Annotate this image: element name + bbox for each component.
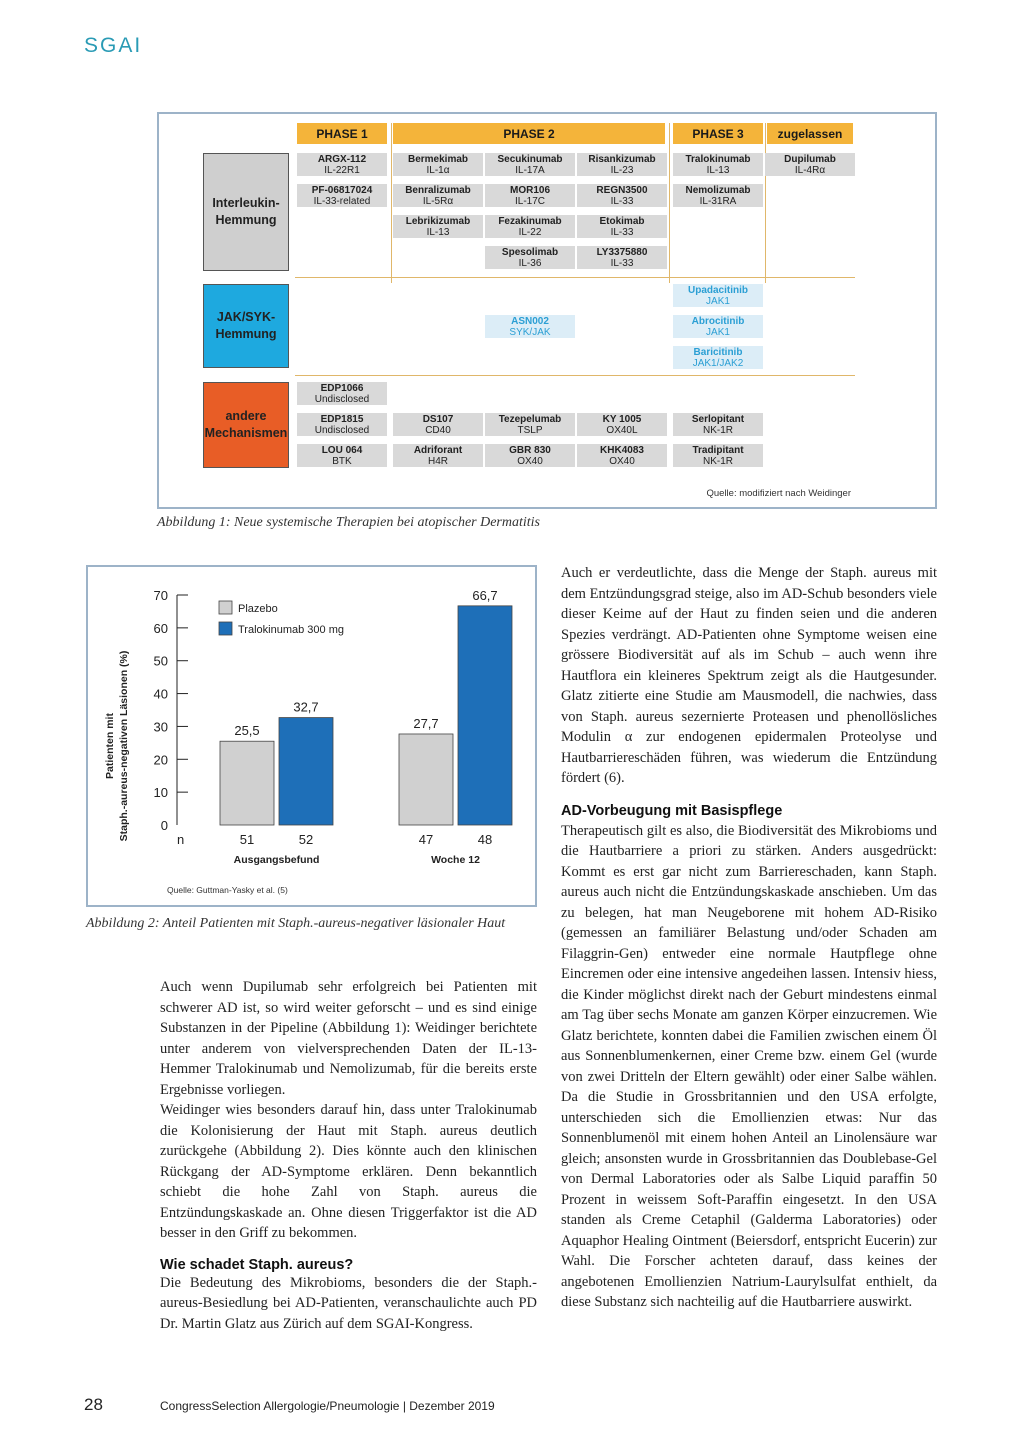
chart-source: Quelle: Guttman-Yasky et al. (5) [167,885,288,895]
left-column [160,977,537,1334]
row-divider [295,375,855,376]
drug-box: EDP1815 Undisclosed [297,413,387,436]
drug-box: Dupilumab IL-4Rα [765,153,855,176]
drug-box: Abrocitinib JAK1 [673,315,763,338]
drug-box: Tradipitant NK-1R [673,444,763,467]
legend-swatch [219,601,232,614]
phase-divider [391,123,392,283]
category-interleukin: Interleukin- Hemmung [203,153,289,271]
figure-1-caption: Abbildung 1: Neue systemische Therapien bei atopischer Dermatitis [157,515,540,530]
legend-label: Plazebo [238,603,278,615]
bar-value-label: 25,5 [234,723,260,739]
y-tick-label: 20 [153,752,168,768]
n-value-label: 51 [239,832,255,847]
drug-box: ASN002 SYK/JAK [485,315,575,338]
bar [279,718,333,825]
drug-box: Nemolizumab IL-31RA [673,184,763,207]
drug-box: Serlopitant NK-1R [673,413,763,436]
drug-box: LY3375880 IL-33 [577,246,667,269]
drug-box: PF-06817024 IL-33-related [297,184,387,207]
drug-box: KHK4083 OX40 [577,444,667,467]
phase-2-header: PHASE 2 [393,123,665,144]
figure-1 [157,112,937,509]
n-label: n [177,832,185,847]
drug-box: Secukinumab IL-17A [485,153,575,176]
drug-box: Tezepelumab TSLP [485,413,575,436]
drug-box: DS107 CD40 [393,413,483,436]
drug-box: Baricitinib JAK1/JAK2 [673,346,763,369]
drug-box: Benralizumab IL-5Rα [393,184,483,207]
bar [458,606,512,825]
phase-divider [669,123,670,283]
paragraph: Auch er verdeutlichte, dass die Menge der Staph. aureus mit dem Entzündungsgrad steige, also im AD-Schub besonders viele dieser Keime auf der Haut zu finden seien und die anderen Spezies verdrängt. AD-Patienten ohne Symptome weisen eine grössere Biodiversität auf als im Schub – auch wenn ihre Hautflora ein kleineres Spektrum zeigt als die Hautgesunder. Glatz zitierte eine Studie am Mausmodell, die nachwies, dass von Staph. aureus sezernierte Proteasen und phenollösliches Modulin α zur endogenen epidermalen Proteolyse und Hautbarriereschäden führen, was wiederum die Entzündung fördert (6). [561,565,937,786]
drug-box: GBR 830 OX40 [485,444,575,467]
y-tick-label: 70 [153,588,168,603]
y-axis-label: Patienten mit [104,713,116,779]
section-heading: Wie schadet Staph. aureus? [160,1256,354,1273]
drug-box: Risankizumab IL-23 [577,153,667,176]
drug-box: KY 1005 OX40L [577,413,667,436]
figure-2-caption: Abbildung 2: Anteil Patienten mit Staph.-aureus-negativer läsionaler Haut [86,916,506,931]
drug-box: REGN3500 IL-33 [577,184,667,207]
section-heading: AD-Vorbeugung mit Basispflege [561,802,783,819]
page-number: 28 [84,1395,103,1414]
journal-logo: SGAI [84,34,143,57]
legend-swatch [219,622,232,635]
bar-value-label: 27,7 [413,715,439,731]
drug-box: MOR106 IL-17C [485,184,575,207]
drug-box: Spesolimab IL-36 [485,246,575,269]
paragraph: Die Bedeutung des Mikrobioms, besonders die der Staph.-aureus-Besiedlung bei AD-Patienten, veranschaulichte auch PD Dr. Martin Glatz aus Zürich auf dem SGAI-Kongress. [160,1274,537,1332]
x-category-label: Ausgangsbefund [233,854,320,866]
drug-box: Bermekimab IL-1α [393,153,483,176]
bar-chart [88,567,535,905]
y-tick-label: 60 [153,620,168,636]
category-other-mechanisms: andere Mechanismen [203,382,289,468]
n-value-label: 47 [418,832,434,847]
drug-box: ARGX-112 IL-22R1 [297,153,387,176]
y-axis-label: Staph.-aureus-negativen Läsionen (%) [118,650,130,842]
legend-label: Tralokinumab 300 mg [238,624,344,636]
y-tick-label: 40 [153,686,168,702]
right-column [561,563,937,1313]
paragraph: Therapeutisch gilt es also, die Biodiversität des Mikrobioms und die Hautbarriere a priori zu stärken. Anders ausgedrückt: Kommt es erst gar nicht zum Barriereschaden, kann Staph. aureus auch nicht die Entzündungskaskade anschieben. Um das zu belegen, hat man Neugeborene mit hohem AD-Risiko (gemessen an familiärer Belastung und/oder Schaden am Filaggrin-Gen) entweder eine normale Hautpflege ohne Eincremen oder eine intensive angedeihen lassen. Intensiv hiess, die Kinder möglichst direkt nach der Geburt mindestens einmal am Tag über sechs Monate am ganzen Körper einzucremen. Wie Glatz berichtete, konnten dabei die Familien zwischen einem Öl aus Sonnenblumenkernen, einer Creme bzw. einem Gel (wurde von zwei Dritteln der Eltern gewählt) oder einer Salbe wählen. Da die Studie in Grossbritannien und den USA erfolgte, unterschieden sich die Emollienzien etwas: Nur das Sonnenblumenöl mit einem hohen Anteil an Linolensäure war gleich; ansonsten wurde in Grossbritannien das Doublebase-Gel von Dermal Laboratories oder als Salbe Liquid paraffin 50 Prozent in weissem Soft-Paraffin eingesetzt. In den USA standen als Creme Cetaphil (Galderma Laboratories) oder Aquaphor Healing Ointment (Beiersdorf, entspricht Eucerin) zur Wahl. Die Forscher achteten darauf, dass keines der angebotenen Emollienzien Natrium-Laurylsulfat enthielt, da diese Substanz sich nachteilig auf die Hautbarriere auswirkt. [561,822,937,1310]
drug-box: Fezakinumab IL-22 [485,215,575,238]
n-value-label: 48 [477,832,493,847]
drug-box: EDP1066 Undisclosed [297,382,387,405]
figure-2 [86,565,537,907]
footer-publication: CongressSelection Allergologie/Pneumologie | Dezember 2019 [160,1399,495,1413]
drug-box: LOU 064 BTK [297,444,387,467]
y-tick-label: 0 [160,818,168,833]
bar-value-label: 32,7 [293,699,319,715]
y-tick-label: 50 [153,653,168,669]
approved-header: zugelassen [767,123,853,144]
figure-1-source: Quelle: modifiziert nach Weidinger [706,488,851,499]
bar [220,741,274,825]
n-value-label: 52 [298,832,314,847]
category-jak-syk: JAK/SYK- Hemmung [203,284,289,368]
phase-3-header: PHASE 3 [673,123,763,144]
x-category-label: Woche 12 [431,854,480,866]
row-divider [295,277,855,278]
phase-1-header: PHASE 1 [297,123,387,144]
bar [399,734,453,825]
bar-value-label: 66,7 [472,587,498,603]
drug-box: Adriforant H4R [393,444,483,467]
paragraph: Auch wenn Dupilumab sehr erfolgreich bei Patienten mit schwerer AD ist, so wird weiter geforscht – und es sind einige Substanzen in der Pipeline (Abbildung 1): Weidinger berichtete unter anderem von vielversprechenden Daten der IL-13-Hemmer Tralokinumab und Nemolizumab, für die bereits erste Ergebnisse vorliegen. [160,979,537,1098]
phase-divider [765,123,766,283]
drug-box: Upadacitinib JAK1 [673,284,763,307]
y-tick-label: 30 [153,719,168,735]
drug-box: Tralokinumab IL-13 [673,153,763,176]
drug-box: Etokimab IL-33 [577,215,667,238]
y-tick-label: 10 [153,785,168,801]
paragraph: Weidinger wies besonders darauf hin, dass unter Tralokinumab die Kolonisierung der Haut mit Staph. aureus deutlich zurückgehe (Abbildung 2). Dies könnte auch den klinischen Rückgang der AD-Symptome erklären. Denn bekanntlich schiebt die hohe Zahl von Staph. aureus die Entzündungskaskade an. Ohne diesen Triggerfaktor ist die AD besser in den Griff zu bekommen. [160,1102,537,1241]
drug-box: Lebrikizumab IL-13 [393,215,483,238]
